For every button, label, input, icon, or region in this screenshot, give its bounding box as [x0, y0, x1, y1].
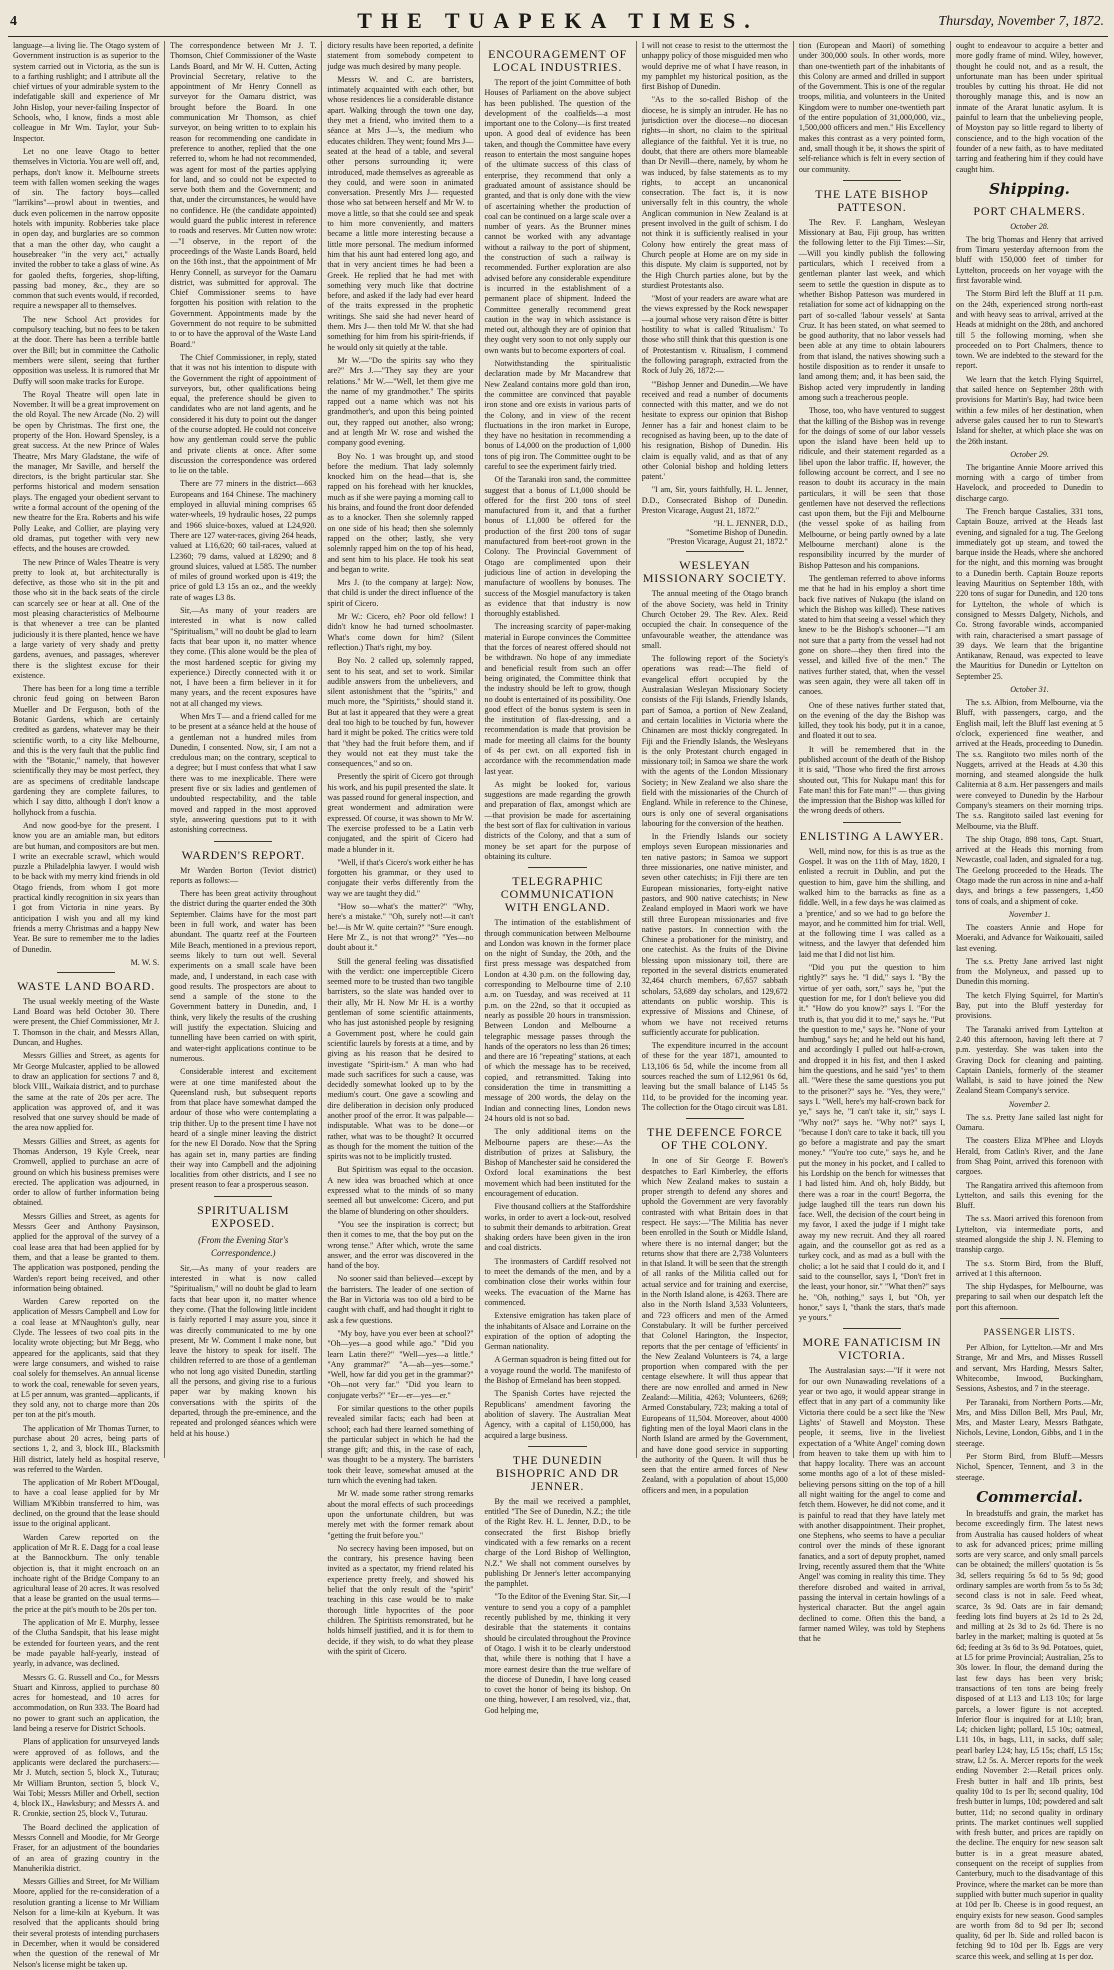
column-3	[322, 41, 479, 1656]
paragraph: The application of Mr Thomas Turner, to purchase about 20 acres, being parts of sections 1, 2, and 3, block III., Blacksmith Hill district, lately held as hospital reserve, was referred to the Warden.	[13, 1423, 160, 1474]
paragraph: We learn that the ketch Flying Squirrel, that sailed hence on September 28th with provisions for Martin's Bay, had twice been within a few miles of her destination, when adverse gales caused her to run to Stewart's Island for shelter, at which place she was on the 26th instant.	[956, 374, 1104, 446]
divider	[1000, 1318, 1059, 1319]
article-heading: WARDEN'S REPORT.	[181, 847, 305, 862]
paragraph: The Spanish Cortes have rejected the Republicans' amendment favoring the abolition of slavery. The Australian Meat Agency, with a capital of L150,000, has acquired a large business.	[484, 1389, 631, 1440]
paragraph: language—a living lie. The Otago system of Government instruction is as superior to the system carried out in Victoria, as the sun is to a farthing rushlight; and I attribute all the chief virtues of your admirable system to the indefatigable skill and experience of Mr John Hislop, your never-failing Inspector of Schools, who, I know, finds a most able colleague in Mr Wm. Taylor, your Sub-Inspector.	[13, 41, 160, 143]
signature: M. W. S.	[130, 957, 160, 967]
paragraph: The Chief Commissioner, in reply, stated that it was not his intention to dispute with the Government the right of appointment of surveyors, but, other qualifications being equal, the preference should be given to candidates who are not land agents, and he considered it his duty to point out the danger of the course adopted. He could not conceive how any gentleman could serve the public and private clients at once. After some discussion the correspondence was ordered to lie on the table.	[170, 352, 317, 476]
paragraph: Extensive emigration has taken place of the inhabitants of Alsace and Lorraine on the expiration of the option of adopting the German nationality.	[484, 1311, 631, 1352]
divider	[214, 1196, 272, 1197]
article-heading: MORE FANATICISM IN VICTORIA.	[802, 1335, 942, 1363]
paragraph: No secrecy having been imposed, but on the contrary, his presence having been invited as a spectator, my friend related his experience pretty freely, and showed his belief that the only result of the "spirit" teaching in this case would be to make thorough little hypocrites of the poor children. The Spiritists remonstrated, but he holds himself justified, and it is for them to decide, if they wish, to do what they please with the spirit of Cicero.	[327, 1543, 474, 1656]
paragraph: The Australasian says:—"If it were not for our own Nunawading revelations of a year or two ago, it would appear strange in effect that in any part of a community like Victoria there could be a sect like the 'New Lights' of Stawell and Moyston. These people, it seems, live in the liveliest expectation of a 'White Angel' coming down from heaven to take them up with him to that happy locality. There was an account some months ago of a lot of these misled-believing persons sitting on the top of a hill all night waiting for the angel to come and fetch them. However, he did not come, and it is painful to read that they have lately met with another disappointment. Their prophet, one Stephens, who seems to have a peculiar control over the minds of these ignorant fanatics, and a sort of deputy prophet, named Irving, recently assured them that the 'White Angel' was coming in reality this time. They therefore disrobed and waited in arrival, passing the interval in certain howlings of a hysterical character. But the angel again declined to come. Often this the band, a farmer named Wiley, was told by Stephens that he	[798, 1366, 946, 1644]
paragraph: Let no one leave Otago to better themselves in Victoria. You are well off, and, perhaps, don't know it. Melbourne streets teem with fallen women seeking the wages of sin. The factory boys—called "larrikins"—prowl about in twenties, and duck even policemen in the narrow opposite hotels with impunity. Robberies take place in open day, and burglaries are so common that a man the other day, who caught a housebreaker "in the very act," actually invited the robber to take a glass of wine. As for gaoled thefts, forgeries, shop-lifting, passing bad money, &c., they are so common that such events would, if recorded, require a newspaper all to themselves.	[13, 146, 160, 311]
paragraph: A German squadron is being fitted out for a voyage round the world. The manifesto of the Bishop of Ermeland has been stopped.	[484, 1355, 631, 1386]
paragraph: "As to the so-called Bishop of the diocese, he is simply an intruder. He has no jurisdiction over the diocese—no diocesan rights—in short, no claim to the spiritual allegiance of the faithful. Yet it is true, no doubt, that there are others more blameable than Dr Nevill—there, namely, by whom he was induced, by false statements as to my rights, to accept an uncanonical consecration. The fact is, it is now universally felt in this country, the whole Anglican communion in New Zealand is at present involved in the guilt of schism. I do not think it is sufficiently realised in your Colony how entirely the great mass of Church people at Home are on my side in this dispute. My claim is supported, not by the High Church parties alone, but by the sturdiest Protestants also.	[641, 95, 788, 290]
newspaper-title: THE TUAPEKA TIMES.	[357, 8, 759, 33]
paragraph: The annual meeting of the Otago branch of the above Society, was held in Trinity Church October 29. The Rev. Alex. Reid occupied the chair. In consequence of the unfavourable weather, the attendance was small.	[641, 589, 788, 650]
paragraph: "You see the inspiration is correct; but then it comes to me, that the boy put on the wrong tense." After which, wrote the same answer, and the error was discovered in the hand of the boy.	[327, 1219, 474, 1271]
paragraph: Messrs Gillies and Street, as agents for Mr George Mulcaster, applied to be allowed to draw an application for sections 7 and 8, block VIII., Waikaia district, and to purchase the same at the rate of 20s per acre. The application was approved of, and it was resolved that one survey should be made of the area now applied for.	[13, 1051, 160, 1133]
column-7	[951, 41, 1108, 1961]
paragraph: Warden Carew reported on the application of Mr R. E. Dagg for a coal lease at the Bannockburn. The only tenable objection is, that it might encroach on an inchoate right of the Bridge Company to an agricultural lease of 20 acres. It was resolved that a lease be granted on the usual terms—the price at the pit's mouth to be 20s per ton.	[13, 1532, 160, 1614]
article-subheading: (From the Evening Star's Correspondence.)	[198, 1234, 289, 1258]
paragraph: There are 77 miners in the district—663 Europeans and 164 Chinese. The machinery employed in alluvial mining comprises 65 water-wheels, 19 hydraulic hoses, 22 pumps and 1966 sluice-boxes, valued at L24,920. There are 127 water-races, giving 264 heads, valued at L16,620; 60 tail-races, valued at L2360; 79 dams, valued at L8290; and 8 ground sluices, valued at L585. The number of miles of ground worked upon is 419; the price of gold L3 15s an oz., and the weekly rate of wages L3 8s.	[170, 479, 317, 602]
paragraph: In breadstuffs and grain, the market has become exceedingly firm. The latest news from Australia has caused holders of wheat to ask for advanced prices; prime milling sorts are very scarce, and only small parcels can be obtained; the millers' quotation is 5s 3d, sellers requiring 5s 6d to 5s 9d; good ordinary samples are worth from 5s to 5s 3d; second class is not in sale. Feed wheat, scarce, 3s 9d. Oats are in fair demand; feeding lots find buyers at 2s 1d to 2s 2d, and milling at 2s 3d to 2s 6d. There is no barley in the market; malting is quoted at 5s 6d; feeding at 3s 6d to 3s 9d. Potatoes, quiet, at L5 for prime Provincial; Australian, 25s to 30s lower. In flour, the demand during the last few days has been very brisk; transactions of ten tons are being freely disposed of at L13 and L13 10s; for large parcels, a lower figure is not accepted. Inferior flour is inquired for at L10; bran, L4; chicken light; pollard, L5 10s; oatmeal, L11 10s, in bags, L11, in sacks, duff sale; pearl barley L24; hay, L5 15s; chaff, L5 15s; straw, L2 5s. A. Mercer reports for the week ending November 2:—Retail prices only. Fresh butter in half and 1lb prints, best quality 10d to 1s per lb; second quality, 10d fresh butter in lumps, 10d; powdered and salt butter, 11d; no second quality in ordinary prints. The market continues well supplied with fresh butter, and prices are rapidly on the decline. The enquiry for new season salt butter is in a great measure abated, consequent on the receipt of supplies from Canterbury, much to the disadvantage of this Province, where the market can be more than supplied with butter much superior in quality at 10d per lb. Cheese is in good request, an enquiry exists for new season. Good samples are worth from 8d to 9d per lb; second quality, 6d per lb. Side and rolled bacon is fetching 9d to 10d per lb. Eggs are very scarce this week, and selling at 1s per doz.	[956, 1508, 1104, 1961]
paragraph: Boy No. 1 was brought up, and stood before the medium. That lady solemnly knocked him on the head—that is, she rapped on his forehead with her knuckles, much as if she were paying a morning call to his brains, and found the front door defended as to a knocker. Then she solemnly rapped on one side of his head; then she solemnly rapped on the other; lastly, she very solemnly rapped him on the top of his head, and sent him to his place. He took his seat and began to write.	[327, 451, 474, 574]
paragraph: Mr W.: Cicero, eh? Poor old fellow! I didn't know he had turned schoolmaster. What's come down for him? (Silent reflection.) That's right, my boy.	[327, 612, 474, 652]
article-heading: TELEGRAPHIC COMMUNICATION WITH ENGLAND.	[500, 874, 615, 915]
paragraph: The coasters Annie and Hope for Moeraki, and Advance for Waikouaiti, sailed last evening.	[956, 922, 1104, 953]
article-heading: ENCOURAGEMENT OF LOCAL INDUSTRIES.	[488, 47, 628, 74]
paragraph: The application of Mr E. Murphy, lessee of the Clutha Sandspit, that his lease might be extended for fourteen years, and the rent be made payable half-yearly, instead of yearly, in advance, was declined.	[13, 1618, 160, 1669]
paragraph: "'Bishop Jenner and Dunedin.—We have received and read a number of documents connected with this matter, and we do not hesitate to express our opinion that Bishop Jenner has a fair and honest claim to be recognised as having been, up to the date of his resignation, Bishop of Dunedin. His claim is equally valid, and as that of any other Colonial bishop and holding letters patent.'	[641, 379, 788, 482]
paragraph: Notwithstanding the spiritualistic declaration made by Mr Macandrew that New Zealand contains more gold than iron, the committee are convinced that payable iron stone and ore exists in various parts of the Colony, and in view of the recent fluctuations in the iron market in Europe, they have no hesitation in recommending a bonus of L4,000 on the production of 1,000 tons of pig iron. The Committee ought to be careful to see the experiment fairly tried.	[484, 359, 631, 471]
divider	[843, 822, 901, 823]
paragraph: dictory results have been reported, a definite statement from somebody competent to judge was much desired by many people.	[327, 41, 474, 71]
paragraph: By the mail we received a pamphlet, entitled "The See of Dunedin, N.Z.; the title of the Right Rev. H. L. Jenner, D.D., to be consecrated the first Bishop briefly vindicated with a few remarks on a recent charge of the Lord Bishop of Wellington, N.Z." We shall not comment ourselves by publishing Dr Jenner's letter accompanying the pamphlet.	[484, 1496, 631, 1589]
paragraph: The expenditure incurred in the account of these for the year 1871, amounted to L13,106 6s 5d, while the income from all sources reached the sum of L12,961 0s 6d, leaving but the small balance of L145 5s 11d, to be provided for the incoming year. The collection for the Otago circuit was L81.	[641, 1041, 788, 1112]
paragraph: In one of Sir George F. Bowen's despatches to Earl Kimberley, the efforts which New Zealand makes to sustain a proper strength to defend any shores and uphold the Government are very favorably contrasted with what Britain does in that respect. He says:—"The Militia has never been enrolled in the South or Middle Island, where there is no internal danger; but the returns show that there are 2,738 Volunteers in that Island. It will be seen that the strength of all ranks of the Militia called out for actual service and for training and exercise, in the North Island alone, is 4263. There are also in the North Island 3,533 Volunteers, and 723 officers and men of the Armed Constabulary. It will be further perceived that Colonel Harington, the Inspector, reports that the per centage of 'efficients' in the New Zealand Volunteers is 74, a large proportion when compared with the per centage elsewhere. It will thus appear that there are now enrolled and armed in New Zealand:—Militia, 4263; Volunteers, 6269; Armed Constabulary, 723; making a total of Europeans of 11,504. Moreover, about 4000 fighting men of the loyal Maori clans in the North Island are armed by the Government, and have done good service in supporting the authority of the Queen. It will thus be seen that the entire armed forces of New Zealand, with a population of about 15,000 officers and men, in a population	[641, 1156, 788, 1495]
paragraph: Sir,—As many of your readers are interested in what is now called "Spiritualism," will no doubt be glad to learn facts that bear upon it, no matter whence they come. (That the following little incident is fairly reported I may assure you, since it was directly communicated to me by one present, Mr W. Comment I make none, but leave the history to speak for itself. The children referred to are those of a gentleman who not long ago visited Dunedin, startling all the persons, and giving rise to a furious paper war by making known his conversations with the spirits of the departed, through the pre-eminence, and the repeated and prolonged séances which were held at his house.)	[170, 1263, 317, 1438]
paragraph: "To the Editor of the Evening Star. Sir,—I venture to send you a copy of a pamphlet recently published by me, thinking it very desirable that the statements it contains should be circulated throughout the Province of Otago. I wish it to be clearly understood that, while there is nothing that I have a more earnest desire than the true welfare of the diocese of Dunedin, I have long ceased to covet the honor of being its bishop. On one thing, however, I am resolved, viz., that, God helping me,	[484, 1592, 631, 1715]
paragraph: Mrs J. (to the company at large): Now, that child is under the direct influence of the spirit of Cicero.	[327, 578, 474, 608]
paragraph: "Did you put the question to him rightly?" says he. "I did," says I. "By the virtue of yer oath, sorr," says he, "put the question for me, for I don't believe you did it." "How do you know?" says I. "For the truth is, that you did it to me," says he. "Put the question to me," says he. "None of your humbug," says he; and he held out his hand, and accordingly I pulled out half-a-crown, and dropped it in his fist, and then I asked him the questions, and he said "yes" to them all. "Were these the same questions you put to the prisoner?" says he. "Yes, they were," says I. "Well, here's my half-crown back for ye," says he, "I can't take it, sir," says I. "Why not?" says he. "Why not?" says I, "because I don't care to take it back, till you go before a magistrate and pay the smart money." "You're too cute," says he, and he put the money in his pocket, and I called to his Lordship on the bench for witnesses that I had listed him. And oh, holy Biddy, but there was a roar in the court! Begorra, the judge laughed till the tears run down his face. Well, the decision of the court being in my favor, I axed the judge if I might take away my new recruit. And they all roared again, and the counsellor got as red as a turkey cock, and as mad as a bull with the cholic; a lot he said that I could do it, and I said to the counsellor, says I, "Don't fret in the least, your honor, sir." "What then?" says he. "Oh, nothing," says I, but "Oh, yer honor," says I, "thank the stars, that's made ye yours."	[798, 963, 946, 1323]
paragraph: Those, too, who have ventured to suggest that the killing of the Bishop was in revenge for the doings of some of our labor vessels upon the island have been held up to ridicule, and their statement regarded as a libel upon the labor traffic. If, however, the following account be correct, and I see no reason to doubt its accuracy in the main particulars, it will be seen that those gentlemen have not deserved the reflections cast upon them, but the Fiji and Melbourne (the vessel spoke of as hailing from Melbourne, or being partly owned by a late Melbourne merchant) alone is the responsibility incurred by the murder of Bishop Patteson and his companions.	[798, 406, 946, 570]
divider	[57, 972, 115, 973]
column-2	[165, 41, 322, 1458]
paragraph: The Taranaki arrived from Lyttelton at 2.40 this afternoon, having left there at 7 p.m. yesterday. She was taken into the Graving Dock for cleaning and painting. Captain Daniels, formerly of the steamer Wallabi, is said to have joined the New Zealand Steam Company's service.	[956, 1024, 1104, 1096]
paragraph: One of these natives further stated that, on the evening of the day the Bishop was killed, they took his body, put it in a canoe, and floated it out to sea.	[798, 700, 946, 741]
paragraph: The s.s. Albion, from Melbourne, via the Bluff, with passengers, cargo, and the English mail, left the Bluff last evening at 5 o'clock, experienced fine weather, and arrived at the Heads, proceeding to Dunedin. The s.s. Rangitoto two miles north of the Nuggets, arrived at the Heads at 4.30 this morning, and steamed alongside the hulk Caliternia at 8 a.m. Her passengers and mails were conveyed to Dunedin by the Harbour Company's steamers on their morning trips. The s.s. Rangitoto sailed last evening for Melbourne, via the Bluff.	[956, 698, 1104, 831]
paragraph: "Most of your readers are aware what are the views expressed by the Rock newspaper—a journal whose very raison d'être is bitter hostility to what is called 'Ritualism.' To those who still think that this question is one of Protestantism v. Ritualism, I commend the following paragraph, extracted from the Rock of July 26, 1872:—	[641, 294, 788, 376]
paragraph: The Storm Bird left the Bluff at 11 p.m. on the 24th, experienced strong north-east and with heavy seas to arrival, arrived at the Heads at midnight on the 28th, and anchored till 5 the following morning, when she proceeded on to Port Chalmers, thence to town. We are indebted to the steward for the report.	[956, 289, 1104, 371]
paragraph: Messrs W. and C. are barristers, intimately acquainted with each other, but whose residences lie a considerable distance apart. Walking through the town one day, they met a friend, who invited them to a séance at Mrs J—'s, the medium who educates children. They went; found Mrs J— seated at the head of a table, and several other persons surrounding it; were introduced, made themselves as agreeable as they could, and were soon in animated conversation. Presently Mrs J— requested those who sat between herself and Mr W. to move a little, so that she could see and speak to him more conveniently, and matters became a little more interesting because a little more personal. The medium informed him that his aunt had entered long ago, and that in very ancient times he had been a Greek. He replied that he had met with something very much like that doctrine before, and asked if the lady had ever heard of the traits expressed in the prophetic writings. She said she had never heard of them. Mrs J— then told Mr W. that she had something for him from his spirit-friends, if he would only sit quietly at the table.	[327, 74, 474, 352]
paragraph: The intimation of the establishment of through communication between Melbourne and London was known in the former place on the night of Sunday, the 20th, and the first press message was despatched from London at 4.30 p.m. on the following day, corresponding to Melbourne time of 2.10 a.m. on Tuesday, and was received at 11 p.m. on the 22nd, so that it occupied as nearly as possible 20 hours in transmission. Between London and Melbourne a telegraphic message passes through the hands of the operators no less than 26 times; and there are 16 "repeating" stations, at each of which the message has to be received, copied, and retransmitted. Taking into consideration the time in transmitting a message of 200 words, the delay on the Indian and connecting lines, London news 24 hours old is not so bad.	[484, 918, 631, 1123]
paragraph: Plans of application for unsurveyed lands were approved of as follows, and the applicants were declared the purchasers:—Mr J. Mutch, section 5, block X., Tuturau; Mr William Brunton, section 5, block V., Wai Tobi; Messrs Miller and Orbell, section 4, block IX., Hawksbury; and Messrs A. and R. Cronkie, section 25, block V., Tuturau.	[13, 1737, 160, 1819]
divider	[686, 1118, 744, 1119]
columns	[8, 41, 1108, 1969]
paragraph: As might be looked for, various suggestions are made regarding the growth and preparation of flax, amongst which are—that provision be made for ascertaining the best sort of flax for cultivation in various districts of the Colony, and that a sum of money be set apart for the purpose of obtaining its culture.	[484, 779, 631, 861]
column-6	[794, 41, 951, 1644]
dateline: November 2.	[1008, 1099, 1051, 1109]
paragraph: Considerable interest and excitement were at one time manifested about the Queensland rush, but subsequent reports from that place have somewhat damped the ardour of those who were contemplating a trip thither. Up to the present time I have not heard of a single miner leaving the district for the new El Dorado. Now that the Spring has again set in, many parties are finding their way into Campbell and the adjoining localities from other districts, and I see no present reason to fear a prosperous season.	[170, 1067, 317, 1190]
paragraph: The new School Act provides for compulsory teaching, but no fees to be taken at the door. There has been a terrible battle over the Bill; but in committee the Catholic members were silent, seeing that further opposition was useless. It is rumored that Mr Duffy will soon make tracks for Europe.	[13, 314, 160, 386]
article-heading: THE DUNEDIN BISHOPRIC AND DR JENNER.	[495, 1452, 620, 1493]
article-heading: WASTE LAND BOARD.	[17, 978, 156, 993]
paragraph: Mr Warden Borton (Teviot district) reports as follows:—	[170, 865, 317, 885]
paragraph: The brig Thomas and Henry that arrived from Timaru yesterday afternoon from the bluff with 150,000 feet of timber for Lyttelton, proceeds on her voyage with the first favorable wind.	[956, 234, 1104, 286]
article-heading: PASSENGER LISTS.	[983, 1327, 1076, 1338]
issue-date: Thursday, November 7, 1872.	[938, 14, 1104, 29]
paragraph: The s.s. Pretty Jane sailed last night for Oamaru.	[956, 1112, 1104, 1133]
paragraph: Boy No. 2 called up, solemnly rapped, sent to his seat, and set to work. Similar audible answers from the unbelievers, and silent astonishment that the "spirits," and much more, the "Spiritists," should stand it. But at last it appeared that they were a great deal too high to be touched by fun, however hard it might be poked. The critics were told that "they had the fruit before them, and if they would not eat they must take the consequences," and so on.	[327, 656, 474, 769]
paragraph: Warden Carew reported on the application of Messrs Campbell and Low for a coal lease at M'Naughton's gully, near Clyde. The lessees of two coal pits in the locality wrote objecting; but Mr Begg, who appeared for the applicants, said that they were large consumers, and wished to raise coal solely for themselves. An annual license to work the coal, renewable for seven years, at L5 per annum, was granted—applicants, if they sold any, not to charge more than 20s per ton at the pit's mouth.	[13, 1297, 160, 1420]
paragraph: Per Storm Bird, from Bluff:—Messrs Nichol, Spencer, Tennent, and 3 in the steerage.	[956, 1452, 1104, 1482]
paragraph: "Well, if that's Cicero's work either he has forgotten his grammar, or they used to conjugate their verbs differently from the way we are taught they did."	[327, 857, 474, 898]
divider	[843, 1328, 901, 1329]
paragraph: Messrs Gillies and Street, for Mr William Moore, applied for the re-consideration of a resolution granting a license to Mr William Nelson for a lime-kiln at Kyeburn. It was resolved that the applicants should bring their several protests of intending purchasers in December, when it would be considered when the question of the renewal of Mr Nelson's license might be taken up.	[13, 1877, 160, 1969]
column-5	[637, 41, 794, 1495]
paragraph: The gentleman referred to above informs me that he had in his employ a short time back five natives of Nukapu (the island on which the Bishop was killed). These natives stated to him that seeing a vessel which they knew to be the Bishop's schooner—"I am not sure that a party from the vessel had not gone on shore—they then fired into the vessel, and killed five of the men." The natives further stated, that, when the vessel was seen again, they were all taken off in canoes.	[798, 573, 946, 697]
paragraph: The French barque Castalies, 331 tons, Captain Bouze, arrived at the Heads last evening, and signaled for a tug. The Geelong immediately got up steam, and towed the barque inside the Heads, where she anchored for the night, and this morning was brought to a Dunedin berth. Captain Bouze reports leaving Mauritius on September 18th, with 220 tons of sugar for Dunedin, and 120 tons for Lyttelton, the whole of which is consigned to Messrs Dalgety, Nichols, and Co. Strong favorable winds, accompanied with rain, characterised a smart passage of 39 days. We learn that the brigantine Antikanaw, Renaud, was expected to leave the Mauritius for Dunedin or Lyttelton on September 25.	[956, 506, 1104, 681]
paragraph: The ship Hydaspes, for Melbourne, was preparing to sail when our despatch left the port this afternoon.	[956, 1282, 1104, 1312]
article-heading: SPIRITUALISM EXPOSED.	[197, 1202, 290, 1230]
dateline: November 1.	[1008, 909, 1051, 919]
section-heading: Shipping.	[989, 179, 1070, 198]
paragraph: The ship Otago, 898 tons, Capt. Stuart, arrived at the Heads this morning from Newcastle, coal laden, and signaled for a tug. The Geelong proceeded to the Heads. The Otago made the run across in nine and a-half days, and brings a few passengers, 1,450 tons of coals, and a shipment of coke.	[956, 834, 1104, 906]
paragraph: Of the Taranaki iron sand, the committee suggest that a bonus of L1,000 should be offered for the first 200 tons of steel manufactured from it, and that a further bonus of L1,000 be offered for the production of the first 200 tons of sugar manufactured from beet-root grown in the Colony. The Provincial Government of Otago are complimented upon their judicious line of action in developing the manufacture of woollens by bonuses. The success of the Mosgiel manufactory is taken as evidence that that industry is now thoroughly established.	[484, 475, 631, 619]
paragraph: Mr W. made some rather strong remarks about the moral effects of such proceedings upon the unfortunate children, but was merely met with the former remark about "getting the fruit before you."	[327, 1489, 474, 1540]
paragraph: There has been for a long time a terrible chronic feud going on between Baron Mueller and Dr Ferguson, both of the Botanic Gardens, which are certainly credited as gardens, whatever may be their scientific worth, to a city like Melbourne, and this is the very fault that the public find with the "Botanic," namely, that however scientifically they may be most perfect, they are as specimens of creditable landscape gardening they are complete failures, to which I say ditto, although I don't know a hollyhock from a fuschia.	[13, 684, 160, 817]
paragraph: Mr W.—"Do the spirits say who they are?" Mrs J.—"They say they are your relations." Mr W.—"Well, let them give me the name of my grandmother." The spirits rapped out a name which was not his grandmother's, and upon this being pointed out, they rapped out another, also wrong; and at length Mr W. rose and wished the company good evening.	[327, 355, 474, 448]
paragraph: And now good-bye for the present. I know you are an amiable man, but editors are but human, and compositors are but men. I write an execrable scrawl, which would puzzle a Philadelphia lawyer. I would wish to be back with my merry kind friends in old Otago friends, from whom I got more practical kindly recognition in six years than I got from Victoria in nine years. By anticipation I wish you and all my kind friends a merry Christmas and a happy New Year. Be sure to remember me to the ladies of Dunedin.	[13, 820, 160, 954]
paragraph: The ketch Flying Squirrel, for Martin's Bay, put into the Bluff yesterday for provisions.	[956, 990, 1104, 1021]
paragraph: "I am, Sir, yours faithfully, H. L. Jenner, D.D., Consecrated Bishop of Dunedin. Preston Vicarage, August 21, 1872."	[641, 485, 788, 516]
paragraph: Still the general feeling was dissatisfied with the verdict: one imperceptible Cicero seemed more to be trusted than two tangible barristers, so the slate was handed over to their ally, Mr H. Now Mr H. is a worthy gentleman of some scientific attainments, who has just astonished people by resigning a Government post, where he could gain scientific laurels by forests at a time, and by giving as his reason that he desired to investigate "Spirit-ism." A man who had made such sacrifices for such a cause, was decidedly somewhat looked up to by the medium's court. One gave a scowling and dire deliberation in decision only produced another proof of the error. It was palpable—indisputable. What was to be done—or rather, what was to be thought? It occurred as though for the moment the tuition of the spirits was not to be implicitly trusted.	[327, 956, 474, 1162]
divider	[686, 551, 744, 552]
paragraph: The ironmasters of Cardiff resolved not to meet the demands of the men, and by a combination close their works within four weeks. The evacuation of the Marne has commenced.	[484, 1256, 631, 1307]
paragraph: The Rev. F. Langham, Wesleyan Missionary at Bau, Fiji group, has written the following letter to the Fiji Times:—Sir,—Will you kindly publish the following particulars, which I received from a gentleman planter last week, and which seem to settle the question in dispute as to whether Bishop Patteson was murdered in retaliation for some act of kidnapping on the part of so-called 'labour vessels' at Santa Cruz. It has been stated, on what seemed to be good authority, that no labor vessels had been able at any time to obtain labourers from that island, the natives showing such a hostile disposition as to render it unsafe to land among them; and, it has been said, the Bishop acted very imprudently in landing among such a treacherous people.	[798, 217, 946, 402]
paragraph: tion (European and Maori) of something under 300,000 souls. In other words, more than one-twentieth part of the inhabitants of this Colony are armed and drilled in support of the Government. This is one of the regular troops, militia, and volunteers in the United Kingdom were to number one-twentieth part of the entire population of 31,000,000, viz., 1,500,000 officers and men." His Excellency makes this contrast as a very pointed form, and, small though it be, it shows the spirit of self-reliance which is felt in every section of our community.	[798, 41, 946, 174]
page-number: 4	[10, 14, 17, 29]
signature: "H. L. JENNER, D.D., "Sometime Bishop of Dunedin. "Preston Vicarage, August 21, 1872."	[667, 519, 788, 547]
paragraph: There has been great activity throughout the district during the quarter ended the 30th September. Claims have for the most part been in full work, and water has been abundant. The quartz reef at the Fourteen Mile Beach, mentioned in a previous report, seems likely to turn out well. Several experiments on a small scale have been made, and, I understand, in each case with good results. The prospectors are about to send a sample of the stone to the Government battery in Dunedin, and, I think, very likely the results of the crushing will justify the expectation. Sluicing and tunnelling have been carried on with spirit, and water-right applications continue to be numerous.	[170, 889, 317, 1063]
paragraph: ought to endeavour to acquire a better and more godly frame of mind. Wiley, however, thought he could not, and as a result, the unfortunate man has been under spiritual troubles by cutting his throat. He did not thoroughly manage this, and is now an inmate of the Ararat lunatic asylum. It is painful to learn that the unbelieving people, of Moyston pay so little regard to liberty of conscience, and to the high vocation of the founder of a new faith, as to have meditated tarring and feathering him if they could have caught him.	[956, 41, 1104, 174]
paragraph: Messrs Gillies and Street, as agents for Thomas Anderson, 19 Kyle Creek, near Cromwell, applied to purchase an acre of ground on which his business premises were erected. The application was adjourned, in order to allow of further information being obtained.	[13, 1136, 160, 1208]
article-heading: WESLEYAN MISSIONARY SOCIETY.	[642, 558, 787, 586]
paragraph: The coasters Eliza M'Phee and Lloyds Herald, from Catlin's River, and the Jane from Shag Point, arrived this forenoon with cargoes.	[956, 1136, 1104, 1177]
paragraph: But Spiritism was equal to the occasion. A new idea was broached which at once expressed what to the minds of so many seemed all but unwelcome: Cicero, and put the blame of blundering on other shoulders.	[327, 1165, 474, 1216]
paragraph: The s.s. Storm Bird, from the Bluff, arrived at 1 this afternoon.	[956, 1258, 1104, 1278]
divider	[214, 841, 272, 842]
paragraph: Per Taranaki, from Northern Ports.—Mr, Mrs, and Miss Dillon Bell, Mrs Paul, Mr, Mrs, and Master Leary, Messrs Bathgate, Nichols, Levine, London, Gibbs, and 1 in the steerage.	[956, 1397, 1104, 1448]
paragraph: Presently the spirit of Cicero got through his work, and his pupil presented the slate. It was passed round for general inspection, and great wonderment and admiration were expressed. Of course, it was shown to Mr W. The exercise professed to be a Latin verb conjugated, and the spirit of Cicero had made a blunder in it.	[327, 772, 474, 854]
paragraph: For similar questions to the other pupils revealed similar facts; each had been at school; each had there learned something of the particular subject in which he had the strange gift; and this, in the case of each, was thought to be a mystery. The barristers took their leave, somewhat amused at the turn which the evening had taken.	[327, 1404, 474, 1486]
paragraph: "How so—what's the matter?" "Why, here's a mistake." "Oh, surely not!—it can't be!—is Mr W. quite certain?" "Sure enough. Here Mr Z., is not that wrong?" "Yes—no doubt about it."	[327, 902, 474, 953]
paragraph: The Board declined the application of Messrs Connell and Moodie, for Mr George Fraser, for an adjustment of the boundaries of an area of grazing country in the Manuherikia district.	[13, 1822, 160, 1873]
paragraph: Well, mind now, for this is as true as the Gospel. It was on the 11th of May, 1820, I enlisted a recruit in Dublin, and put the question to him, gave him the shilling, and walked him to the barracks as fine as a fiddle. Well, in a few days he was claimed as a 'prentice,' and so we had to go before the mayor, and he committed him for trial. Well, at the following time I was called as a witness, and the lawyer that defended him laid me that I did not list him.	[798, 846, 946, 959]
paragraph: "My boy, have you ever been at school?" "Oh—yes—a good while ago." "Did you learn Latin there?" "Well—yes—a little." "Any grammar?" "A—ah—yes—some." "Well, how far did you get in the grammar?" "Oh—not very far." "Did you learn to conjugate verbs?" "Er—er—yes—er."	[327, 1328, 474, 1400]
section-heading: Commercial.	[976, 1487, 1083, 1506]
paragraph: Messrs Gillies and Street, as agents for Messrs Geer and Anthony Paysinson, applied for the approval of the survey of a coal lease area that had been applied for by them, and that a lease be granted to them. The application was postponed, pending the Warden's report being received, and other information being obtained.	[13, 1211, 160, 1293]
paragraph: The brigantine Annie Moore arrived this morning with a cargo of timber from Havelock, and proceeded to Dunedin to discharge cargo.	[956, 462, 1104, 503]
paragraph: The increasing scarcity of paper-making material in Europe convinces the Committee that the forces of nearest offered should not be withdrawn. No hope of any immediate and beneficial result from such an offer being originated, the Committee think that the industry should be left to grow, though no doubt is entertained of its possibility. One good effect of the bonus system is seen in the institution of flax-dressing, and a recommendation is made that provision be made for meeting all claims for the bounty of 4s per cwt. on all exported fish in accordance with the recommendation made last year.	[484, 622, 631, 776]
paragraph: In the Friendly Islands our society employs seven European missionaries and ten native pastors; in Samoa we support three missionaries, one native minister, and seven other catechists; in Fiji there are ten European missionaries, forty-eight native pastors, and 900 native catechists; in New Zealand employed in Maori work we have still three European missionaries and five native pastors. In connection with the Chinese a probationer for the ministry, and one catechist. As the fruits of the Divine blessing upon missionary toil, there are reported in the several districts enumerated 32,464 church members, 67,657 sabbath scholars, 53,689 day scholars, and 129,672 attendants on public worship. This is expressive of Missions and Chinese, of whom we have not received returns sufficiently accurate for publication.	[641, 832, 788, 1037]
divider	[528, 867, 586, 868]
paragraph: The following report of the Society's operations was read:—The field of evangelical effort occupied by the Australasian Wesleyan Missionary Society consists of the Fiji Islands, Friendly Islands, part of Samoa, a portion of New Zealand, and certain localities in Victoria where the Chinamen are most thickly congregated. In Fiji and the Friendly Islands, the Wesleyans is the only Protestant church engaged in missionary toil; in Samoa we share the work with the agents of the London Missionary Society; in New Zealand we also share the field with the missionaries of the Church of England. While in reference to the Chinese, ours is only one of several organisations labouring for the conversion of the heathen.	[641, 654, 788, 828]
paragraph: The Rangatira arrived this afternoon from Lyttelton, and sails this evening for the Bluff.	[956, 1180, 1104, 1211]
paragraph: The s.s. Maori arrived this forenoon from Lyttelton, via intermediate ports, and steamed alongside the ship J. N. Fleming to tranship cargo.	[956, 1214, 1104, 1255]
divider	[843, 180, 901, 181]
paragraph: It will be remembered that in the published account of the death of the Bishop it is said, "Those who fired the first arrows shouted out, 'This for Nukapu man! this for Fate man! this for Fate man!'" — thus giving the impression that the Bishop was killed for the wrong deeds of others.	[798, 744, 946, 816]
dateline: October 31.	[1010, 685, 1049, 695]
paragraph: The Royal Theatre will open late in November. It will be a great improvement on the old Royal. The new Arcade (No. 2) will be open by Christmas. The first one, the property of the Hon. Howard Spensley, is a great success. At the new Prince of Wales Theatre, Mrs Mary Gladstane, the wife of the manager, Mr Saville, and herself the directors, is the bright particular star. She performs historical and modern sensation plays. The engaged your obedient servant to write a formal account of the opening of the new theatre for the Era. Roberts and his wife Polly Leake, and Collier, are playing very old dramas, put together with very new effects, and the houses are crowded.	[13, 389, 160, 554]
paragraph: The s.s. Pretty Jane arrived last night from the Molyneux, and passed up to Dunedin this morning.	[956, 956, 1104, 987]
paragraph: The report of the joint Committee of both Houses of Parliament on the above subject has been published. The question of the development of the coalfields—a most important one to the Colony—is first treated upon. A good deal of evidence has been taken, and though the Committee have every reason to entertain the most sanguine hopes of the ultimate success of this class of enterprise, they recommend that only a graduated amount of assistance should be granted, and that is only done with the view of ascertaining whether the production of coal can be continued on a large scale over a number of years. As the Brunner mines cannot be worked with any advantage without a railway to the port of shipment, the construction of such a railway is recommended. Further exploration are also advised before any considerable expenditure is incurred in the establishment of a permanent place of shipment. Indeed the Committee generally recommend great caution in the way in which assistance is meted out, although they are of opinion that they ought very soon to not only supply our own wants but to become exporters of coal.	[484, 78, 631, 355]
article-heading: THE DEFENCE FORCE OF THE COLONY.	[646, 1125, 783, 1153]
paragraph: Per Albion, for Lyttelton.—Mr and Mrs Strange, Mr and Mrs, and Misses Russell and servant, Mrs Harding, Messrs Salter, Whitecombe, Inwood, Buckingham, Sessions, Asbestos, and 7 in the steerage.	[956, 1343, 1104, 1394]
paragraph: I will not cease to resist to the uttermost the unhappy policy of those misguided men who would deprive me of what I have reason, in my pamphlet my historical position, as the first Bishop of Dunedin.	[641, 41, 788, 92]
article-heading: THE LATE BISHOP PATTESON.	[815, 186, 929, 214]
masthead	[8, 6, 1108, 37]
paragraph: Five thousand colliers at the Staffordshire works, in order to avert a lock-out, resolved to submit their demands to arbitration. Great shaking orders have been given in the iron and coal districts.	[484, 1202, 631, 1253]
paragraph: No sooner said than believed—except by the barristers. The leader of one section of the Bar in Victoria was too old a bird to be caught with chaff, and had thought it right to ask a few questions.	[327, 1274, 474, 1325]
divider	[528, 1446, 586, 1447]
article-heading: PORT CHALMERS.	[973, 203, 1086, 218]
dateline: October 28.	[1010, 221, 1049, 231]
column-1	[8, 41, 165, 1969]
paragraph: The new Prince of Wales Theatre is very pretty to look at, but architecturally is defective, as those who sit in the pit and those who sit in the back seats of the circle can scarcely see or hear at all. One of the most pleasing characteristics of Melbourne is that whenever a tree can be planted judiciously it is there planted, hence we have a large variety of very shady and pretty gardens, avenues, and passages, wherever there is the slightest excuse for their existence.	[13, 557, 160, 680]
paragraph: The only additional items on the Melbourne papers are these:—As the distribution of prizes at Salisbury, the Bishop of Manchester said he considered the Oxford local examinations the best movement which had been instituted for the encouragement of education.	[484, 1127, 631, 1198]
dateline: October 29.	[1010, 449, 1049, 459]
column-4	[480, 41, 637, 1715]
paragraph: The application of Mr Robert M'Dougal, to have a coal lease applied for by Mr William M'Kibbin transferred to him, was declined, on the ground that the lease should issue to the original applicant.	[13, 1478, 160, 1529]
paragraph: The correspondence between Mr J. T. Thomson, Chief Commissioner of the Waste Lands Board, and Mr W. H. Cutten, Acting Provincial Secretary, relative to the appointment of Mr Henry Connell as surveyor for the Oamaru district, was brought before the Board. In one communication Mr Thomson, as chief surveyor, on being written to to explain his reason for recommending one candidate in preference to another, replied that the one referred to, whom he had not recommended, was agent for most of the parties applying for land, and so could not be expected to serve both them and the Government; and that, under the circumstances, he would have no confidence. He (the candidate appointed) would guard the public interest in reference to roads and reserves. Mr Cutten now wrote:—"I observe, in the report of the proceedings of the Waste Lands Board, held on the 16th inst., that the appointment of Mr Henry Connell, as surveyor for the Oamaru district, was submitted for approval. The Chief Commissioner seems to have forgotten his position with relation to the Government. Appointments made by the Government do not require to be submitted to or to have the approval of the Waste Land Board."	[170, 41, 317, 349]
paragraph: Sir,—As many of your readers are interested in what is now called "Spiritualism," will no doubt be glad to learn facts that bear upon it, no matter whence they come. (This alone would be the plea of the most hardened sceptic for giving my experience.) Directly connected with it or not, I have been a firm believer in it for many years, and the recent exposures have not at all changed my views.	[170, 606, 317, 708]
paragraph: Messrs G. G. Russell and Co., for Messrs Stuart and Kinross, applied to purchase 80 acres for homestead, and 10 acres for accommodation, on Run 333. The Board had no power to grant such an application, the land being a reserve for District Schools.	[13, 1672, 160, 1734]
article-heading: ENLISTING A LAWYER.	[799, 828, 945, 843]
paragraph: When Mrs T— and a friend called for me to be present at a séance held at the house of a gentleman not a hundred miles from Dunedin, I consented. Now, sir, I am not a credulous man; on the contrary, sceptical to a degree; but I must confess that what I saw there was to me inexplicable. There were present five or six ladies and gentlemen of undoubted respectability, and the table moved and rapped in the most approved style, answering questions put to it with astonishing correctness.	[170, 712, 317, 835]
paragraph: The usual weekly meeting of the Waste Land Board was held October 30. There were present, the Chief Commissioner, Mr J. T. Thomson in the chair, and Messrs Allan, Duncan, and Hughes.	[13, 996, 160, 1048]
